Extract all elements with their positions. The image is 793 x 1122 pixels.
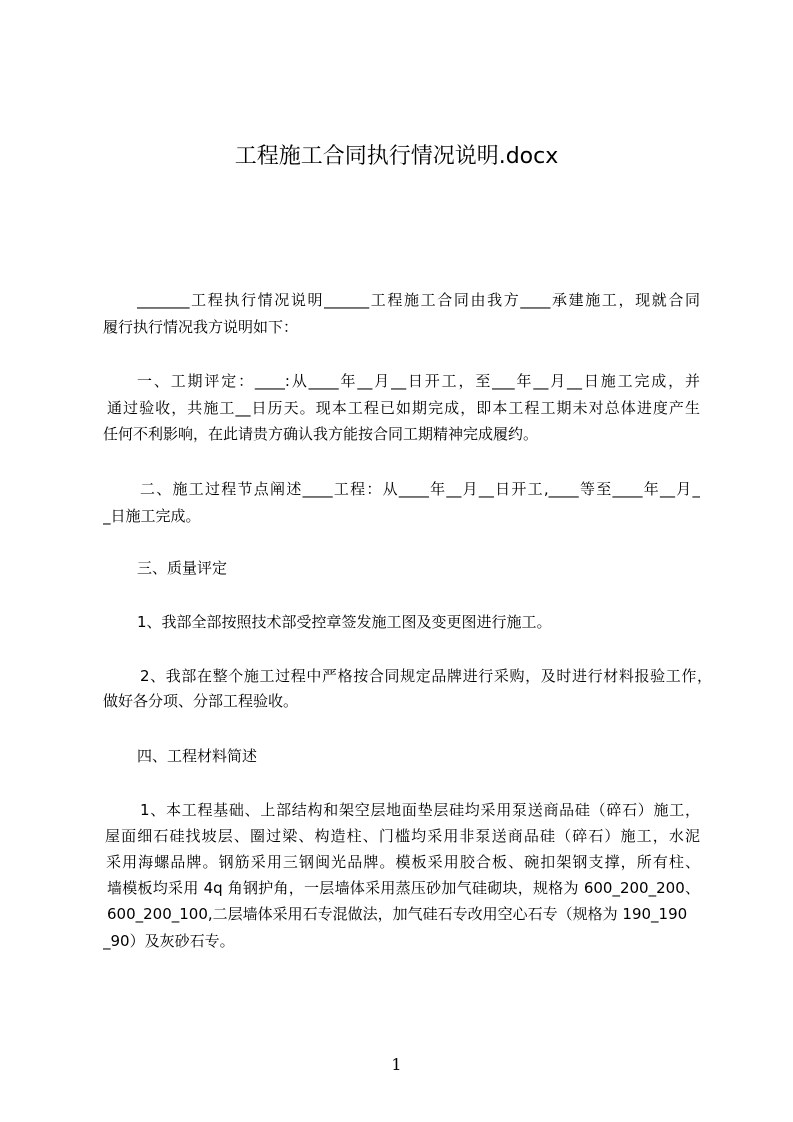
schedule-line-2: 通过验收，共施工__日历天。现本工程已如期完成，即本工程工期未对总体进度产生 <box>107 399 700 417</box>
section-heading-quality: 三、质量评定 <box>137 559 228 577</box>
materials-line-4: 墙模板均采用 4q 角钢护角，一层墙体采用蒸压砂加气硅砌块，规格为 600_200_200、 <box>107 879 700 897</box>
quality-item-2-line-1: 2、我部在整个施工过程中严格按合同规定品牌进行采购，及时进行材料报验工作， <box>140 667 712 685</box>
intro-line-1: _______工程执行情况说明______工程施工合同由我方____承建施工，现就合同 <box>137 291 700 309</box>
materials-line-1: 1、本工程基础、上部结构和架空层地面垫层硅均采用泵送商品硅（碎石）施工， <box>140 801 700 819</box>
schedule-line-3: 任何不利影响，在此请贵方确认我方能按合同工期精神完成履约。 <box>103 425 539 443</box>
materials-line-2: 屋面细石硅找坡层、圈过梁、构造柱、门槛均采用非泵送商品硅（碎石）施工，水泥 <box>105 827 700 845</box>
intro-line-2: 履行执行情况我方说明如下： <box>103 318 299 336</box>
materials-line-6: _90）及灰砂石专。 <box>103 932 235 950</box>
quality-item-1: 1、我部全部按照技术部受控章签发施工图及变更图进行施工。 <box>137 613 552 631</box>
document-title: 工程施工合同执行情况说明.docx <box>234 144 559 169</box>
materials-line-5: 600_200_100,二层墙体采用石专混做法，加气硅石专改用空心石专（规格为 190_190 <box>107 905 688 923</box>
milestones-line-1: 二、施工过程节点阐述____工程：从____年__月__日开工,____等至____年__月_ <box>140 480 700 498</box>
page-number: 1 <box>391 1055 402 1074</box>
quality-item-2-line-2: 做好各分项、分部工程验收。 <box>103 692 299 710</box>
schedule-line-1: 一、工期评定：____:从____年__月__日开工，至___年__月__日施工完成，并 <box>137 372 700 390</box>
section-heading-materials: 四、工程材料简述 <box>137 747 258 765</box>
materials-line-3: 采用海螺品牌。钢筋采用三钢闽光品牌。模板采用胶合板、碗扣架钢支撑，所有柱、 <box>106 853 700 871</box>
milestones-line-2: _日施工完成。 <box>103 507 201 525</box>
